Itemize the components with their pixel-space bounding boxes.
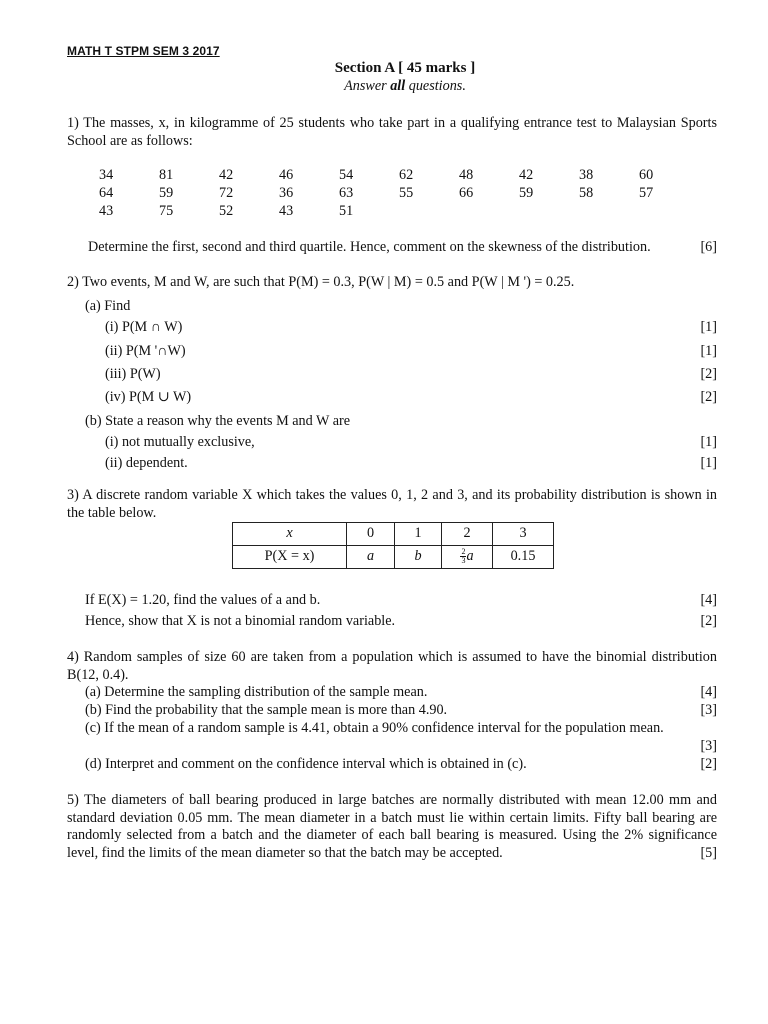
header-x: x	[286, 525, 293, 542]
mass-value: 81	[159, 167, 174, 183]
q2-a-item-text: (ii) P(M '∩W)	[105, 343, 186, 359]
q3-item-text: If E(X) = 1.20, find the values of a and b.	[85, 592, 321, 608]
q2-a-item-text: (iv) P(M ∪ W)	[105, 389, 192, 405]
mass-value: 48	[459, 167, 474, 183]
q2-b-label: (b) State a reason why the events M and W are	[85, 413, 351, 429]
q4-item	[67, 684, 717, 702]
mass-value: 38	[579, 167, 594, 183]
q2-a-label: (a) Find	[85, 298, 131, 314]
mass-value: 52	[219, 203, 234, 219]
table-cell: 0	[347, 523, 395, 546]
table-cell	[347, 546, 395, 569]
marks: [3]	[700, 738, 717, 754]
table-cell: 3	[493, 523, 554, 546]
mass-value: 58	[579, 185, 594, 201]
marks: [3]	[700, 702, 717, 718]
q1-instruction-text: Determine the first, second and third quartile. Hence, comment on the skewness of the distribution.	[88, 239, 651, 255]
mass-value: 36	[279, 185, 294, 201]
q5-body: 5) The diameters of ball bearing produced in large batches are normally distributed with mean 12.00 mm and standard deviation 0.05 mm. The mean diameter in a batch must lie within certain limits. Fifty ball bearing are randomly selected from a batch and the diameter of each ball bearing is measured. Using the 2% significance level, find the limits of the mean diameter so that the batch may be accepted.	[67, 792, 717, 861]
q3-item	[67, 613, 717, 631]
mass-value: 42	[219, 167, 234, 183]
mass-value: 46	[279, 167, 294, 183]
mass-value: 43	[279, 203, 294, 219]
cell-a: a	[366, 548, 375, 565]
probability-table	[232, 522, 554, 569]
marks: [5]	[700, 844, 717, 861]
q2-a-item-text: (i) P(M ∩ W)	[105, 319, 183, 335]
marks: [2]	[700, 613, 717, 629]
q1-instruction	[67, 239, 717, 257]
q1-text: 1) The masses, x, in kilogramme of 25 students who take part in a qualifying entrance test to Malaysian Sports School are as follows:	[67, 115, 717, 149]
q2-b-item	[67, 455, 717, 473]
q4-item	[67, 720, 717, 738]
marks: [2]	[700, 756, 717, 772]
mass-value: 59	[159, 185, 174, 201]
table-cell	[395, 546, 442, 569]
q2-b-item-text: (i) not mutually exclusive,	[105, 434, 255, 450]
subtitle-pre: Answer	[344, 78, 391, 94]
q4-item-text: (b) Find the probability that the sample mean is more than 4.90.	[85, 702, 448, 718]
table-row	[233, 523, 554, 546]
marks: [2]	[700, 366, 717, 382]
mass-value: 59	[519, 185, 534, 201]
q5-text	[67, 792, 717, 862]
q4-item	[67, 702, 717, 720]
frac-den: 3	[461, 556, 466, 566]
marks: [4]	[700, 592, 717, 608]
q2-a-item-text: (iii) P(W)	[105, 366, 161, 382]
q4-intro: 4) Random samples of size 60 are taken from a population which is assumed to have the binomial distribution B(12, 0.4).	[67, 649, 717, 683]
table-row	[233, 546, 554, 569]
section-subtitle	[0, 78, 768, 96]
mass-value: 57	[639, 185, 654, 201]
q2-intro: 2) Two events, M and W, are such that P(M) = 0.3, P(W | M) = 0.5 and P(W | M ') = 0.25.	[67, 274, 575, 290]
q4-item-text: (a) Determine the sampling distribution of the sample mean.	[85, 684, 428, 700]
q2-a-item	[67, 366, 717, 384]
marks: [2]	[700, 389, 717, 405]
marks: [1]	[700, 455, 717, 471]
q3-item-text: Hence, show that X is not a binomial random variable.	[85, 613, 396, 629]
marks: [1]	[700, 319, 717, 335]
q4-item-text: (c) If the mean of a random sample is 4.41, obtain a 90% confidence interval for the population mean.	[85, 720, 664, 736]
q2-a-item	[67, 319, 717, 337]
marks: [6]	[700, 239, 717, 255]
mass-value: 72	[219, 185, 234, 201]
subtitle-post: questions.	[405, 78, 466, 94]
mass-value: 75	[159, 203, 174, 219]
table-cell: 1	[395, 523, 442, 546]
mass-value: 60	[639, 167, 654, 183]
mass-value: 51	[339, 203, 354, 219]
section-title: Section A [ 45 marks ]	[334, 60, 476, 76]
exam-header: MATH T STPM SEM 3 2017	[67, 44, 220, 58]
cell-b: b	[414, 548, 422, 565]
mass-value: 34	[99, 167, 114, 183]
cell-a2: a	[466, 548, 474, 565]
table-cell	[442, 546, 493, 569]
table-cell: 0.15	[493, 546, 554, 569]
marks: [1]	[700, 343, 717, 359]
table-cell: P(X = x)	[233, 546, 347, 569]
frac-num: 2	[461, 547, 466, 557]
marks: [4]	[700, 684, 717, 700]
q2-a-item	[67, 389, 717, 407]
q4-item	[67, 756, 717, 774]
mass-value: 43	[99, 203, 114, 219]
q3-intro: 3) A discrete random variable X which takes the values 0, 1, 2 and 3, and its probability distribution is shown in the table below.	[67, 487, 717, 521]
table-cell	[233, 523, 347, 546]
mass-value: 55	[399, 185, 414, 201]
q2-a-item	[67, 343, 717, 361]
mass-value: 63	[339, 185, 354, 201]
table-cell: 2	[442, 523, 493, 546]
mass-value: 62	[399, 167, 414, 183]
q3-item	[67, 592, 717, 610]
subtitle-bold: all	[390, 78, 406, 94]
mass-value: 64	[99, 185, 114, 201]
marks: [1]	[700, 434, 717, 450]
mass-value: 66	[459, 185, 474, 201]
mass-value: 54	[339, 167, 354, 183]
q4-item	[67, 738, 717, 756]
q2-b-item-text: (ii) dependent.	[105, 455, 188, 471]
mass-value: 42	[519, 167, 534, 183]
q4-item-text: (d) Interpret and comment on the confidence interval which is obtained in (c).	[85, 756, 527, 772]
q2-b-item	[67, 434, 717, 452]
